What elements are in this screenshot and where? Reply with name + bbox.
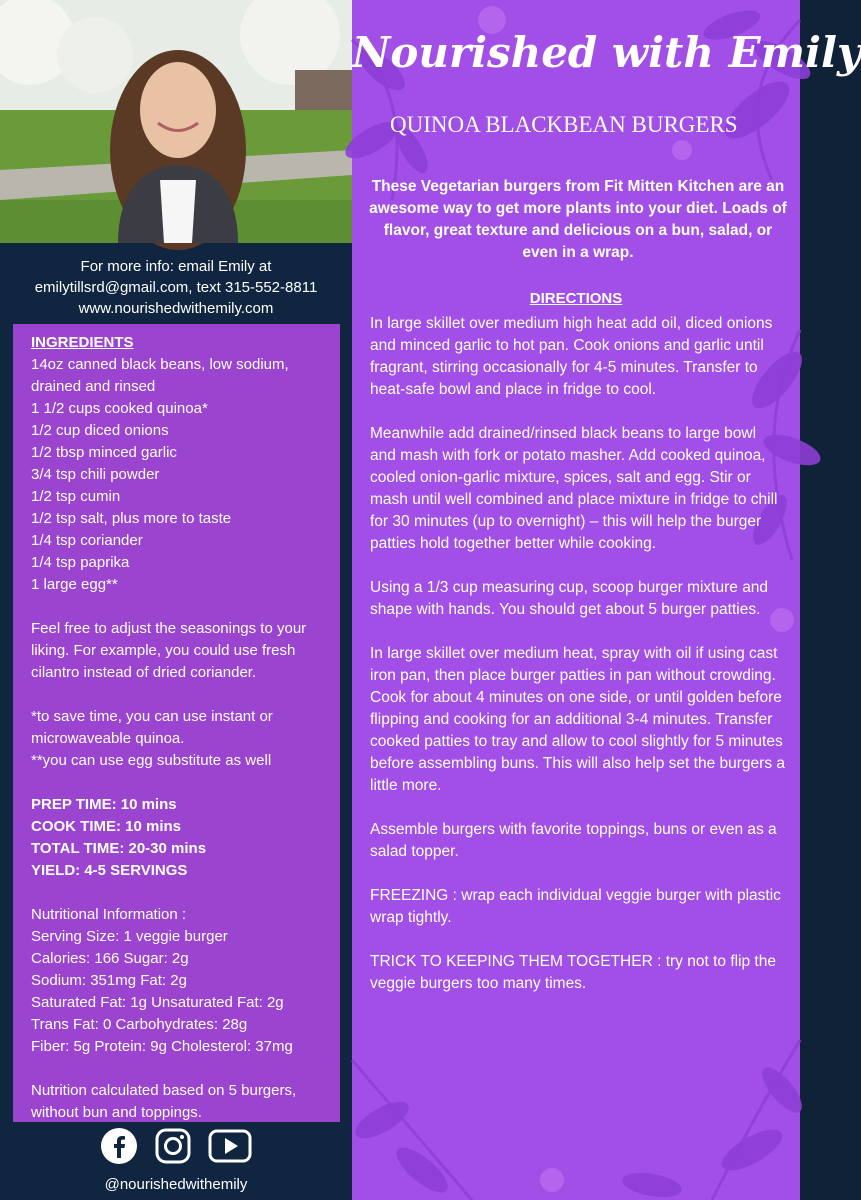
nutrition-calc-line: Nutrition calculated based on 5 burgers,	[31, 1082, 297, 1099]
ingredient-line: 1/4 tsp coriander	[31, 532, 143, 549]
nutrition-line: Serving Size: 1 veggie burger	[31, 928, 228, 945]
contact-info	[0, 256, 352, 319]
ingredients-panel	[13, 324, 340, 1122]
ingredients-heading: INGREDIENTS	[31, 334, 134, 351]
total-time: TOTAL TIME: 20-30 mins	[31, 840, 207, 857]
yield: YIELD: 4-5 SERVINGS	[31, 862, 188, 879]
nutrition-line: Fiber: 5g Protein: 9g Cholesterol: 37mg	[31, 1038, 293, 1055]
direction-step: Assemble burgers with favorite toppings, buns or even as a salad topper.	[370, 821, 777, 860]
ingredient-line: 1 1/2 cups cooked quinoa*	[31, 400, 208, 417]
footnote-line: *to save time, you can use instant or	[31, 708, 273, 725]
ingredient-line: 1/2 tbsp minced garlic	[31, 444, 177, 461]
freezing-tip: FREEZING : wrap each individual veggie burger with plastic wrap tightly.	[370, 887, 781, 926]
keeping-together-tip: TRICK TO KEEPING THEM TOGETHER : try not to flip the veggie burgers too many times.	[370, 953, 776, 992]
directions-heading: DIRECTIONS	[529, 290, 623, 307]
ingredient-line: 1 large egg**	[31, 576, 118, 593]
brand-title: Nourished with Emily	[352, 28, 861, 77]
right-column	[352, 0, 861, 1200]
ingredient-line: 1/4 tsp paprika	[31, 554, 130, 571]
instagram-icon[interactable]	[154, 1127, 192, 1170]
ingredient-line: 3/4 tsp chili powder	[31, 466, 160, 483]
contact-line-email-intro: For more info: email Emily at	[80, 258, 272, 275]
prep-time: PREP TIME: 10 mins	[31, 796, 177, 813]
nutrition-line: Sodium: 351mg Fat: 2g	[31, 972, 187, 989]
social-links	[0, 1127, 352, 1193]
social-handle: @nourishedwithemily	[104, 1176, 248, 1193]
contact-line-email-phone: emilytillsrd@gmail.com, text 315-552-8811	[34, 279, 318, 296]
direction-step: In large skillet over medium heat, spray with oil if using cast iron pan, then place burger patties in pan without crowding. Cook for about 4 minutes on one side, or until golden before flipping and cooking for an additional 3-4 minutes. Transfer cooked patties to tray and allow to cool slightly for 5 minutes before assembling buns. This will also help set the burgers a little more.	[370, 645, 785, 794]
direction-step: Meanwhile add drained/rinsed black beans to large bowl and mash with fork or potato masher. Add cooked quinoa, cooled onion-garlic mixture, spices, salt and egg. Stir or mash until well combined and place mixture in fridge to chill for 30 minutes (up to overnight) – this will help the burger patties hold together better while cooking.	[370, 425, 778, 552]
ingredient-line: 14oz canned black beans, low sodium,	[31, 356, 289, 373]
nutrition-line: Nutritional Information :	[31, 906, 187, 923]
direction-step: Using a 1/3 cup measuring cup, scoop burger mixture and shape with hands. You should get about 5 burger patties.	[370, 579, 769, 618]
ingredient-line: 1/2 cup diced onions	[31, 422, 169, 439]
adjust-note-line: cilantro instead of dried coriander.	[31, 664, 257, 681]
adjust-note-line: liking. For example, you could use fresh	[31, 642, 296, 659]
nutrition-line: Calories: 166 Sugar: 2g	[31, 950, 189, 967]
recipe-intro: These Vegetarian burgers from Fit Mitten Kitchen are an awesome way to get more plants into your diet. Loads of flavor, great texture and delicious on a bun, salad, or even in a wrap.	[369, 178, 787, 261]
youtube-icon[interactable]	[208, 1127, 252, 1170]
ingredient-line: 1/2 tsp cumin	[31, 488, 121, 505]
footnote-line: **you can use egg substitute as well	[31, 752, 272, 769]
footnote-line: microwaveable quinoa.	[31, 730, 185, 747]
profile-photo	[0, 0, 352, 243]
cook-time: COOK TIME: 10 mins	[31, 818, 182, 835]
directions-body	[370, 313, 786, 1017]
ingredient-line: drained and rinsed	[31, 378, 156, 395]
nutrition-calc-line: without bun and toppings.	[31, 1104, 202, 1121]
recipe-title: QUINOA BLACKBEAN BURGERS	[390, 112, 738, 137]
facebook-icon[interactable]	[100, 1127, 138, 1170]
contact-website: www.nourishedwithemily.com	[78, 300, 274, 317]
ingredient-line: 1/2 tsp salt, plus more to taste	[31, 510, 232, 527]
left-column	[0, 0, 352, 1200]
direction-step: In large skillet over medium high heat add oil, diced onions and minced garlic to hot pan. Cook onions and garlic until fragrant, stirring occasionally for 4-5 minutes. Transfer to heat-safe bowl and place in fridge to cool.	[370, 315, 773, 398]
adjust-note-line: Feel free to adjust the seasonings to your	[31, 620, 307, 637]
nutrition-line: Trans Fat: 0 Carbohydrates: 28g	[31, 1016, 248, 1033]
nutrition-line: Saturated Fat: 1g Unsaturated Fat: 2g	[31, 994, 284, 1011]
